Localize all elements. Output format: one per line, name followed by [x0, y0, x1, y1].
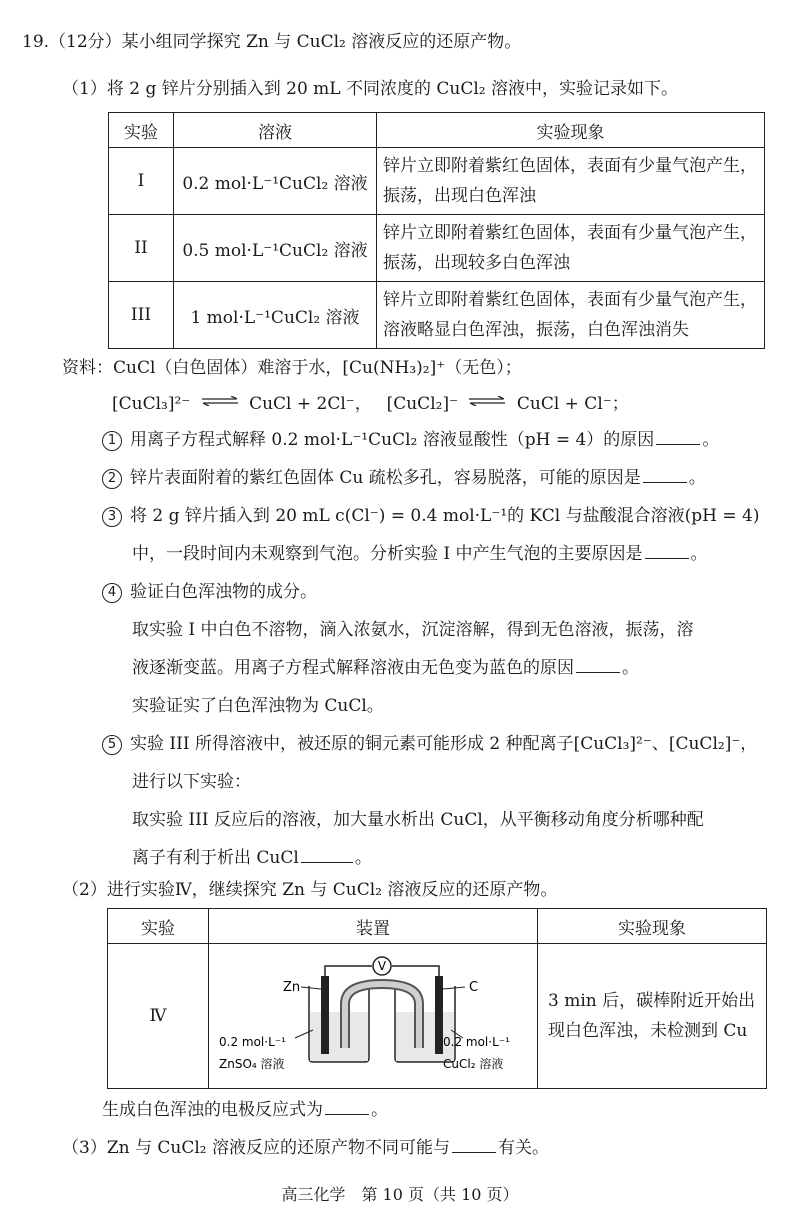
eq2-left: [CuCl₂]⁻: [386, 394, 459, 414]
experiment-table-2: [107, 908, 767, 1089]
equilibrium-line: [112, 392, 629, 416]
c-label: C: [469, 979, 479, 995]
number-circle: 4: [102, 583, 122, 603]
wire-left: [325, 966, 372, 976]
part2-question: 生成白色浑浊的电极反应式为 。: [102, 1100, 388, 1120]
equilibrium-arrow-icon: [200, 396, 240, 406]
sub-question-5: 5 实验 III 所得溶液中，被还原的铜元素可能形成 2 种配离子[CuCl₃]²⁻、[CuCl₂]⁻，: [102, 732, 757, 756]
page-footer: 高三化学 第 10 页（共 10 页）: [281, 1185, 519, 1204]
table-row: [109, 282, 765, 349]
table1-solution: 0.5 mol·L⁻¹CuCl₂ 溶液: [174, 215, 377, 282]
table1-exp: II: [109, 215, 174, 282]
galvanic-cell-diagram: [209, 944, 538, 1089]
table1-phenomenon: 锌片立即附着紫红色固体，表面有少量气泡产生，振荡，出现较多白色浑浊: [377, 215, 765, 282]
table2-header-phenomenon: 实验现象: [538, 909, 767, 944]
experiment-table-1: [108, 112, 765, 349]
table1-exp: III: [109, 282, 174, 349]
answer-blank[interactable]: [301, 846, 353, 863]
answer-blank[interactable]: [576, 656, 620, 673]
eq1-left: [CuCl₃]²⁻: [112, 394, 191, 414]
eq1-right: CuCl + 2Cl⁻，: [249, 394, 372, 414]
table2-header-exp: 实验: [108, 909, 209, 944]
sub-question-4-line2: 液逐渐变蓝。用离子方程式解释溶液由无色变为蓝色的原因 。: [132, 658, 639, 678]
table-row: [109, 148, 765, 215]
wire-right: [392, 966, 439, 976]
table-row: [109, 215, 765, 282]
sub-question-3-cont: 中，一段时间内未观察到气泡。分析实验 I 中产生气泡的主要原因是 。: [132, 544, 708, 564]
table1-header-phenomenon: 实验现象: [377, 113, 765, 148]
zn-electrode: [321, 976, 329, 1054]
table2-header-apparatus: 装置: [209, 909, 538, 944]
part1-intro: （1）将 2 g 锌片分别插入到 20 mL 不同浓度的 CuCl₂ 溶液中，实验记录如下。: [62, 79, 678, 99]
left-sol-label: ZnSO₄ 溶液: [219, 1056, 285, 1071]
table2-phenomenon: 3 min 后，碳棒附近开始出现白色浑浊，未检测到 Cu: [538, 944, 767, 1089]
answer-blank[interactable]: [452, 1136, 496, 1153]
galvanic-cell-svg: [209, 946, 535, 1082]
answer-blank[interactable]: [643, 466, 687, 483]
part3-question: （3）Zn 与 CuCl₂ 溶液反应的还原产物不同可能与 有关。: [62, 1138, 550, 1158]
equilibrium-arrow-icon: [467, 396, 507, 406]
sub-question-5-line2: 进行以下实验：: [132, 772, 251, 792]
info-line: 资料：CuCl（白色固体）难溶于水，[Cu(NH₃)₂]⁺（无色）；: [62, 358, 522, 378]
table1-solution: 0.2 mol·L⁻¹CuCl₂ 溶液: [174, 148, 377, 215]
eq2-right: CuCl + Cl⁻；: [516, 394, 629, 414]
answer-blank[interactable]: [645, 542, 689, 559]
table1-phenomenon: 锌片立即附着紫红色固体，表面有少量气泡产生，振荡，出现白色浑浊: [377, 148, 765, 215]
left-solution: [310, 1012, 368, 1061]
right-sol-label: CuCl₂ 溶液: [443, 1056, 504, 1071]
sub-question-2: 2 锌片表面附着的紫红色固体 Cu 疏松多孔，容易脱落，可能的原因是 。: [102, 466, 706, 490]
table1-header-solution: 溶液: [174, 113, 377, 148]
sub-question-3: 3 将 2 g 锌片插入到 20 mL c(Cl⁻) = 0.4 mol·L⁻¹的 KCl 与盐酸混合溶液(pH = 4): [102, 504, 759, 528]
table1-exp: I: [109, 148, 174, 215]
carbon-electrode: [435, 976, 443, 1054]
sub-question-5-line4: 离子有利于析出 CuCl 。: [132, 848, 372, 868]
answer-blank[interactable]: [656, 428, 700, 445]
left-conc-label: 0.2 mol·L⁻¹: [219, 1034, 286, 1049]
table1-header-exp: 实验: [109, 113, 174, 148]
sub-question-4-line1: 取实验 I 中白色不溶物，滴入浓氨水，沉淀溶解，得到无色溶液，振荡，溶: [132, 620, 694, 640]
part2-intro: （2）进行实验Ⅳ，继续探究 Zn 与 CuCl₂ 溶液反应的还原产物。: [62, 880, 558, 900]
voltmeter-label: V: [377, 958, 387, 973]
number-circle: 3: [102, 507, 122, 527]
question-header: 19.（12分）某小组同学探究 Zn 与 CuCl₂ 溶液反应的还原产物。: [22, 32, 522, 52]
sub-question-4: 4 验证白色浑浊物的成分。: [102, 580, 317, 604]
table2-exp: Ⅳ: [108, 944, 209, 1089]
sub-question-1: 1 用离子方程式解释 0.2 mol·L⁻¹CuCl₂ 溶液显酸性（pH = 4）的原因 。: [102, 428, 719, 452]
table-row: [108, 944, 767, 1089]
zn-pointer: [301, 987, 321, 989]
sub-question-5-line3: 取实验 III 反应后的溶液，加大量水析出 CuCl，从平衡移动角度分析哪种配: [132, 810, 704, 830]
zn-label: Zn: [283, 979, 301, 995]
number-circle: 2: [102, 469, 122, 489]
table1-solution: 1 mol·L⁻¹CuCl₂ 溶液: [174, 282, 377, 349]
number-circle: 5: [102, 735, 122, 755]
answer-blank[interactable]: [325, 1098, 369, 1115]
number-circle: 1: [102, 431, 122, 451]
sub-question-4-line3: 实验证实了白色浑浊物为 CuCl。: [132, 696, 384, 716]
c-pointer: [443, 987, 465, 989]
right-conc-label: 0.2 mol·L⁻¹: [443, 1034, 510, 1049]
table1-phenomenon: 锌片立即附着紫红色固体，表面有少量气泡产生，溶液略显白色浑浊，振荡，白色浑浊消失: [377, 282, 765, 349]
